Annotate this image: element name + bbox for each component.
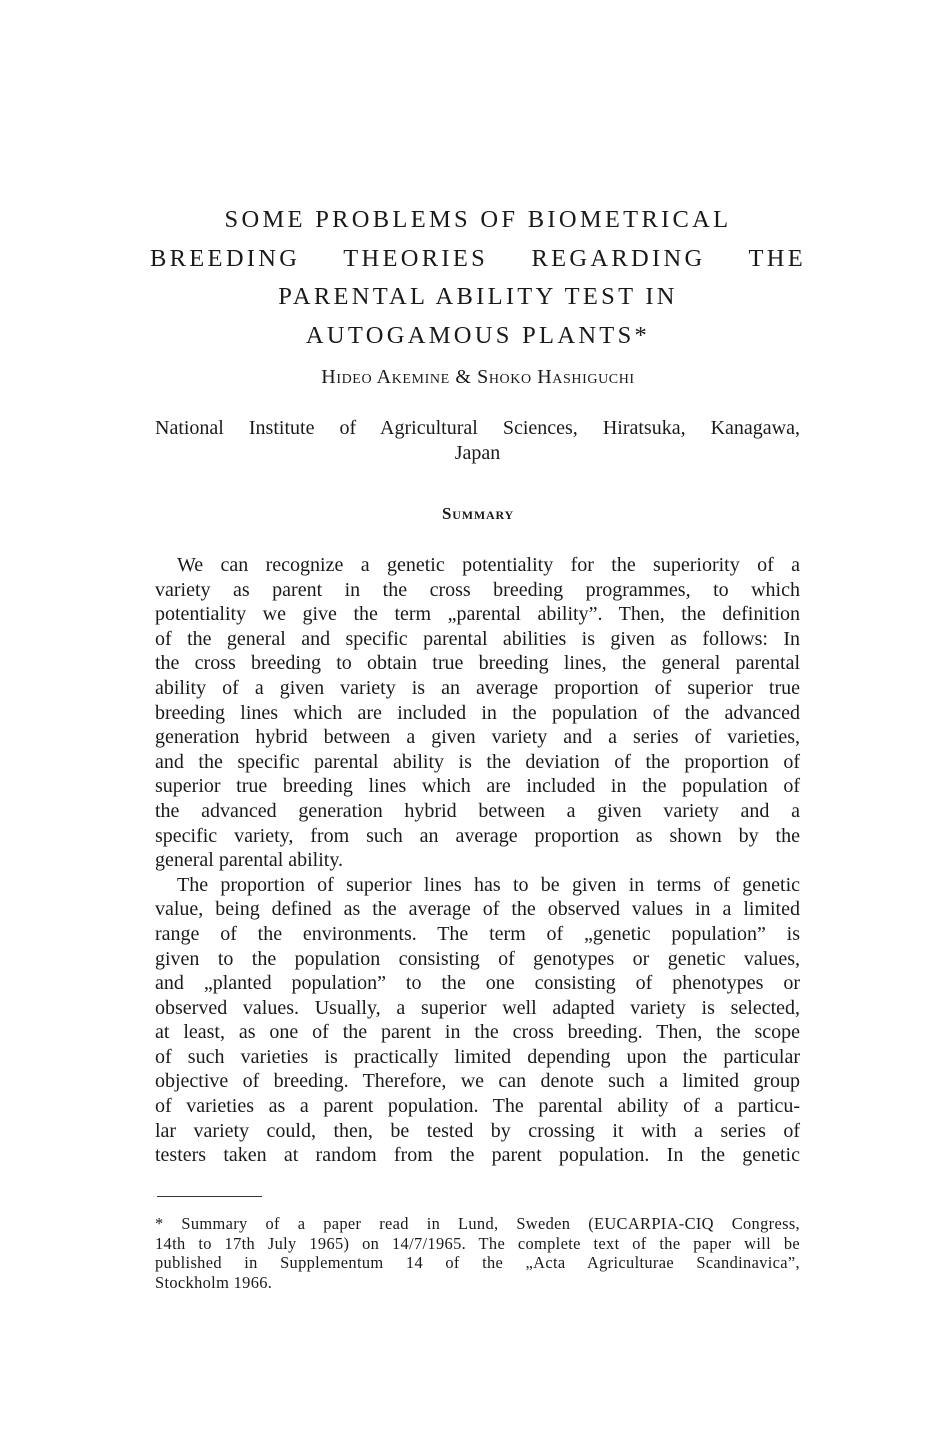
title-line: PARENTAL ABILITY TEST IN <box>278 283 678 310</box>
text-line: variety as parent in the cross breeding programmes, to which <box>155 578 800 601</box>
summary-body <box>155 553 800 1168</box>
text-line: lar variety could, then, be tested by crossing it with a series of <box>155 1119 800 1142</box>
summary-heading: Summary <box>442 504 514 523</box>
text-line: generation hybrid between a given variety and a series of varieties, <box>155 726 800 749</box>
footnote-line: * Summary of a paper read in Lund, Sweden (EUCARPIA-CIQ Congress, <box>155 1214 800 1233</box>
affiliation-line: Japan <box>454 442 501 464</box>
text-line: of the general and specific parental abilities is given as follows: In <box>155 627 800 650</box>
text-line: testers taken at random from the parent population. In the genetic <box>155 1144 800 1167</box>
title-line: AUTOGAMOUS PLANTS* <box>305 321 651 349</box>
author-affiliation <box>155 416 800 466</box>
text-line: value, being defined as the average of the observed values in a limited <box>155 898 800 921</box>
text-line: at least, as one of the parent in the cross breeding. Then, the scope <box>155 1021 800 1044</box>
footnote <box>155 1214 800 1292</box>
paper-title <box>150 201 806 355</box>
text-line: breeding lines which are included in the population of the advanced <box>155 701 800 724</box>
text-line: of such varieties is practically limited depending upon the particular <box>155 1045 800 1068</box>
title-line: BREEDING THEORIES REGARDING THE <box>150 244 806 272</box>
text-line: specific variety, from such an average proportion as shown by the <box>155 824 800 847</box>
text-line: range of the environments. The term of „genetic population” is <box>155 922 800 945</box>
footnote-line: published in Supplementum 14 of the „Acta Agriculturae Scandinavica”, <box>155 1253 800 1273</box>
text-line: given to the population consisting of genotypes or genetic values, <box>155 947 800 970</box>
text-line: We can recognize a genetic potentiality for the superiority of a <box>177 554 800 576</box>
summary-paragraph <box>155 553 800 873</box>
text-line: the advanced generation hybrid between a given variety and a <box>155 799 800 822</box>
text-line: and „planted population” to the one consisting of phenotypes or <box>155 972 800 995</box>
affiliation-line: National Institute of Agricultural Sciences, Hiratsuka, Kanagawa, <box>155 417 800 439</box>
text-line: potentiality we give the term „parental ability”. Then, the definition <box>155 603 800 626</box>
text-line: superior true breeding lines which are included in the population of <box>155 775 800 798</box>
text-line: general parental ability. <box>155 849 344 872</box>
text-line: of varieties as a parent population. The parental ability of a particu- <box>155 1095 800 1118</box>
footnote-line: Stockholm 1966. <box>155 1272 273 1292</box>
text-line: ability of a given variety is an average proportion of superior true <box>155 676 800 699</box>
title-line: SOME PROBLEMS OF BIOMETRICAL <box>224 206 732 233</box>
summary-paragraph <box>155 873 800 1168</box>
text-line: objective of breeding. Therefore, we can denote such a limited group <box>155 1070 800 1093</box>
text-line: and the specific parental ability is the deviation of the proportion of <box>155 750 800 773</box>
footnote-divider <box>157 1196 262 1197</box>
text-line: the cross breeding to obtain true breeding lines, the general parental <box>155 652 800 675</box>
author-names: Hideo Akemine & Shoko Hashiguchi <box>321 366 635 388</box>
text-line: observed values. Usually, a superior well adapted variety is selected, <box>155 996 800 1019</box>
text-line: The proportion of superior lines has to be given in terms of genetic <box>177 873 800 896</box>
footnote-line: 14th to 17th July 1965) on 14/7/1965. The complete text of the paper will be <box>155 1233 800 1253</box>
